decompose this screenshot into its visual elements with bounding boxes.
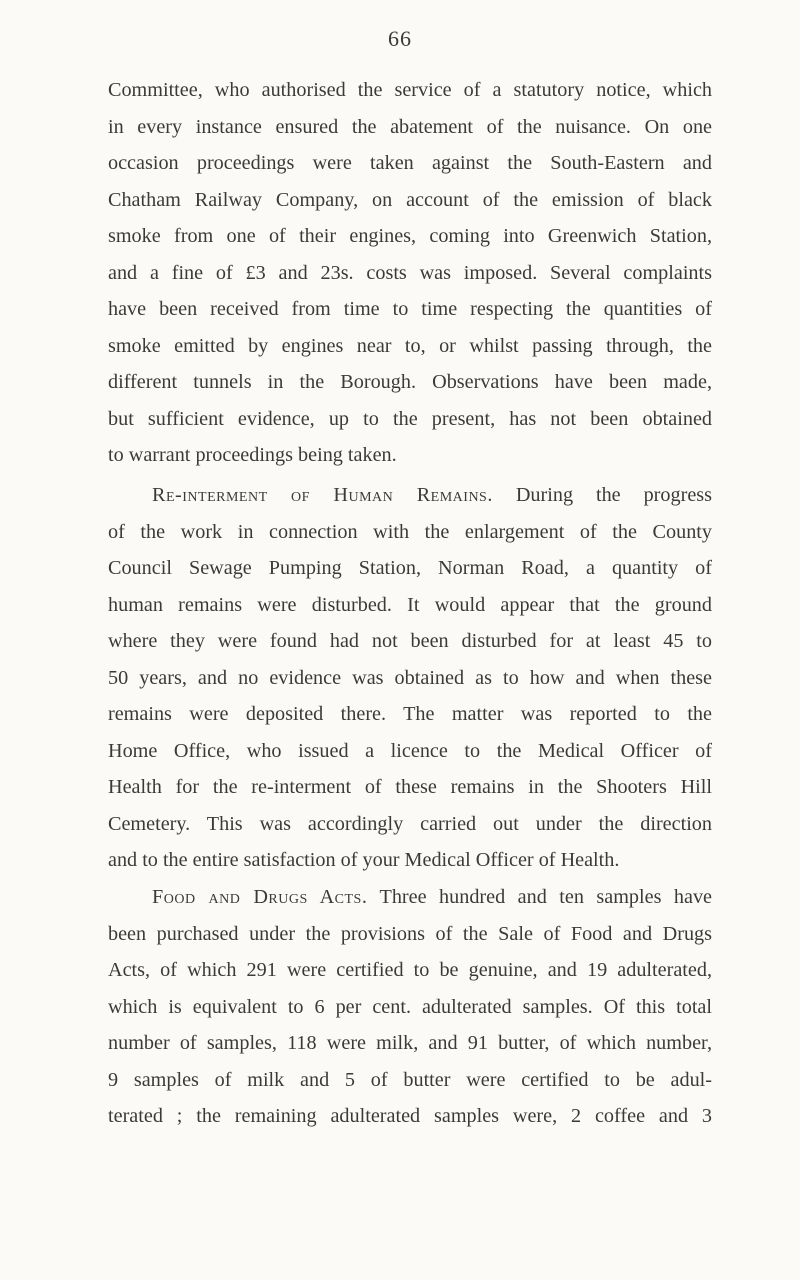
text-line — [108, 879, 712, 916]
text-line: been purchased under the provisions of the Sale of Food and Drugs — [108, 922, 712, 945]
section-heading: Food and Drugs Acts. — [152, 886, 368, 908]
text-line: Home Office, who issued a licence to the Medical Officer of — [108, 739, 712, 762]
text-line: smoke emitted by engines near to, or whilst passing through, the — [108, 334, 712, 357]
section-heading: Re-interment of Human Remains. — [152, 484, 493, 506]
text-line: to warrant proceedings being taken. — [108, 444, 397, 466]
text-line: 9 samples of milk and 5 of butter were certified to be adul- — [108, 1068, 712, 1091]
text-line: have been received from time to time respecting the quantities of — [108, 298, 712, 320]
text-line: different tunnels in the Borough. Observations have been made, — [108, 371, 712, 393]
text-line: which is equivalent to 6 per cent. adulterated samples. Of this total — [108, 995, 712, 1018]
text-line: remains were deposited there. The matter was reported to the — [108, 703, 712, 725]
paragraph-smoke-nuisance — [108, 72, 712, 474]
text-line: in every instance ensured the abatement of the nuisance. On one — [108, 115, 712, 138]
paragraph-re-interment — [108, 477, 712, 879]
paragraph-food-and-drugs — [108, 879, 712, 1135]
text-line: Chatham Railway Company, on account of the emission of black — [108, 188, 712, 211]
text-line: occasion proceedings were taken against the South-Eastern and — [108, 152, 712, 174]
text-line: Committee, who authorised the service of a statutory notice, which — [108, 79, 712, 101]
page-number: 66 — [388, 26, 412, 51]
text-line: and a fine of £3 and 23s. costs was imposed. Several complaints — [108, 261, 712, 284]
text-line: Cemetery. This was accordingly carried out under the direction — [108, 812, 712, 835]
text-line: terated ; the remaining adulterated samples were, 2 coffee and 3 — [108, 1105, 712, 1127]
text-line: 50 years, and no evidence was obtained as to how and when these — [108, 666, 712, 689]
text-run: During the progress — [515, 484, 712, 506]
text-run: Three hundred and ten samples have — [379, 886, 712, 908]
text-line: smoke from one of their engines, coming into Greenwich Station, — [108, 225, 712, 247]
text-line: but sufficient evidence, up to the present, has not been obtained — [108, 407, 712, 430]
text-line: of the work in connection with the enlargement of the County — [108, 520, 712, 543]
text-line: Acts, of which 291 were certified to be genuine, and 19 adulterated, — [108, 959, 712, 981]
text-line — [108, 477, 712, 514]
text-line: Council Sewage Pumping Station, Norman Road, a quantity of — [108, 557, 712, 579]
text-line: number of samples, 118 were milk, and 91 butter, of which number, — [108, 1032, 712, 1054]
text-line: human remains were disturbed. It would appear that the ground — [108, 593, 712, 616]
text-line: where they were found had not been disturbed for at least 45 to — [108, 630, 712, 652]
text-line: and to the entire satisfaction of your Medical Officer of Health. — [108, 849, 620, 871]
text-line: Health for the re-interment of these remains in the Shooters Hill — [108, 776, 712, 798]
